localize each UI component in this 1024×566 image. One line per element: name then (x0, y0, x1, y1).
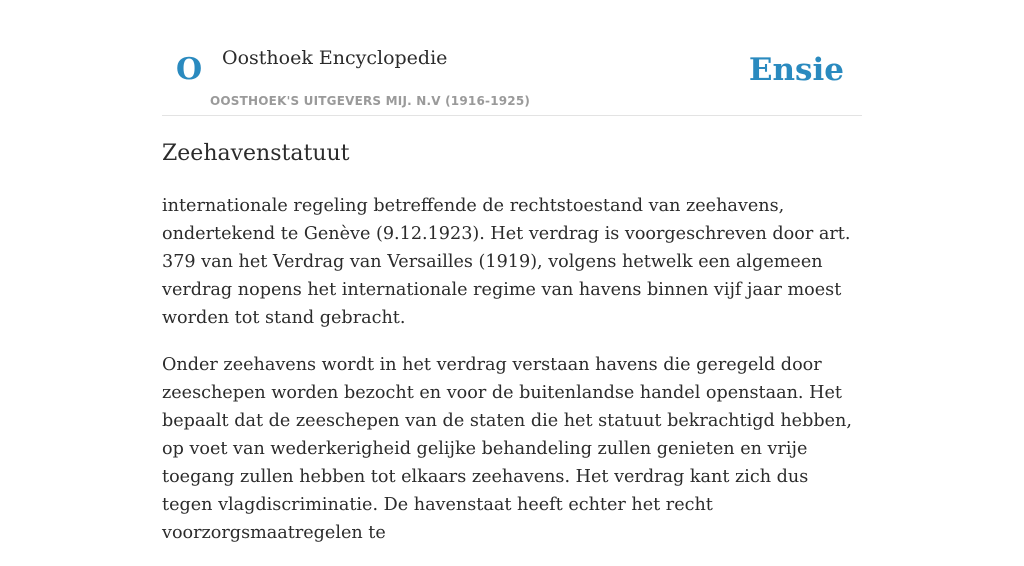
ensie-logo-link[interactable]: Ensie (748, 52, 844, 88)
book-logo-link[interactable]: O (176, 52, 203, 87)
entry-paragraph: internationale regeling betreffende de rechtstoestand van zeehavens, ondertekend te Genève (9.12.1923). Het verdrag is voorgeschreven door art. 379 van het Verdrag van Versailles (1919), volgens hetwelk een algemeen verdrag nopens het internationale regime van havens binnen vijf jaar moest worden tot stand gebracht. (162, 196, 851, 328)
entry-title: Zeehavenstatuut (162, 141, 350, 166)
entry-paragraph: Onder zeehavens wordt in het verdrag verstaan havens die geregeld door zeeschepen worden bezocht en voor de buitenlandse handel openstaan. Het bepaalt dat de zeeschepen van de staten die het statuut bekrachtigd hebben, op voet van wederkerigheid gelijke behandeling zullen genieten en vrije toegang zullen hebben tot elkaars zeehavens. Het verdrag kant zich dus tegen vlagdiscriminatie. De havenstaat heeft echter het recht voorzorgsmaatregelen te (162, 355, 852, 543)
site-header (162, 0, 862, 116)
publisher-subtitle: OOSTHOEK'S UITGEVERS MIJ. N.V (1916-1925) (210, 94, 531, 108)
book-title[interactable]: Oosthoek Encyclopedie (222, 47, 448, 69)
entry-content (162, 192, 864, 566)
